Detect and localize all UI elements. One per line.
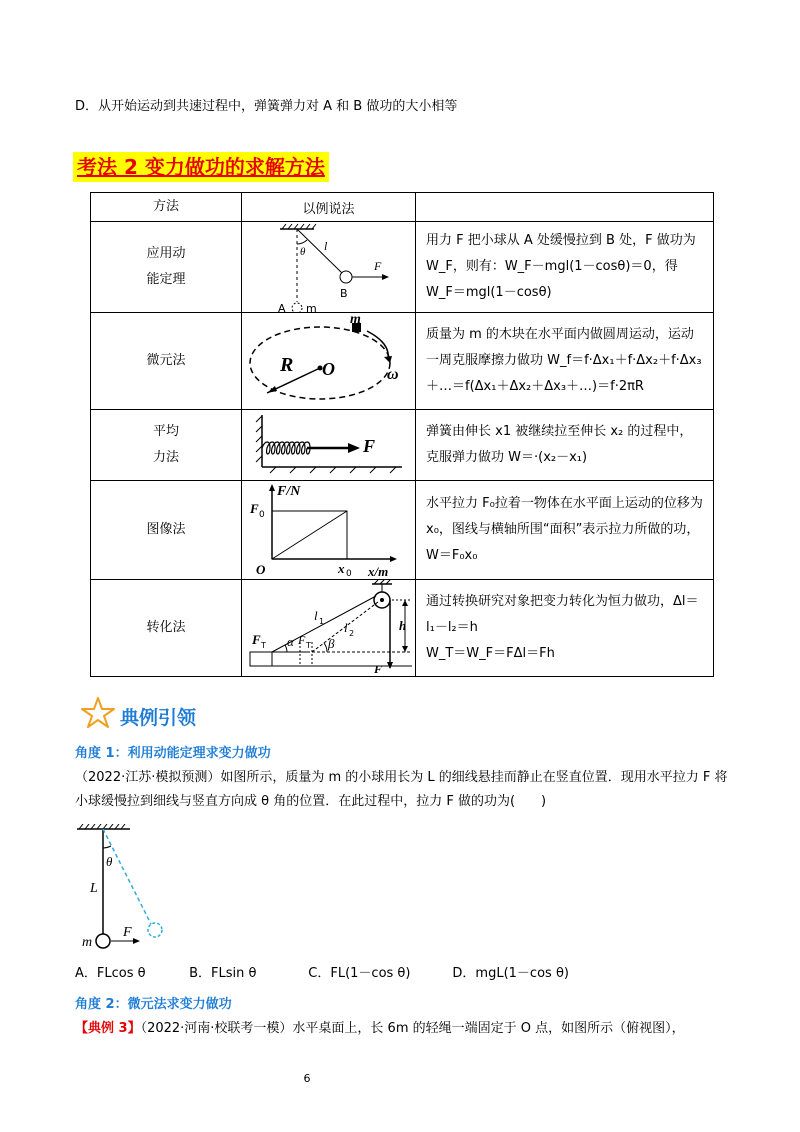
label-FT2: F	[298, 633, 306, 647]
label-alpha: α	[287, 634, 294, 649]
header-method: 方法	[91, 193, 242, 222]
graph-diagram	[242, 481, 415, 579]
choice-a[interactable]: A．FLcos θ	[75, 966, 146, 981]
label-x0: x	[338, 561, 345, 576]
choice-d[interactable]: D．mgL(1－cos θ)	[452, 966, 569, 981]
table-row	[91, 313, 714, 410]
label-FT: F	[252, 632, 261, 647]
label-F0: F	[250, 501, 259, 516]
label-F: F	[363, 436, 376, 456]
label-h: h	[399, 618, 407, 633]
spring-diagram	[242, 410, 415, 480]
method-desc: 水平拉力 F₀拉着一物体在水平面上运动的位移为 x₀，图线与横轴所围“面积”表示拉力所做的功，W＝F₀x₀	[416, 481, 714, 580]
label-O: O	[322, 359, 335, 379]
label-omega: ω	[387, 366, 399, 383]
label-FT-sub: T	[261, 641, 266, 650]
problem-1-text: （2022·江苏·模拟预测）如图所示，质量为 m 的小球用长为 L 的细线悬挂而静止在竖直位置．现用水平拉力 F 将小球缓慢拉到细线与竖直方向成 θ 角的位置．在此过程中，拉力 F 做的功为( )	[75, 770, 728, 809]
method-name: 转化法	[91, 580, 242, 677]
pendulum-diagram	[242, 222, 415, 312]
methods-table	[90, 192, 714, 677]
method-desc: 弹簧由伸长 x1 被继续拉至伸长 x₂ 的过程中，克服弹力做功 W＝·(x₂－x₁)	[416, 410, 714, 481]
label-FT2-sub: T	[306, 641, 311, 650]
label-F0-sub: 0	[259, 510, 265, 520]
method-name: 平均 力法	[91, 410, 242, 481]
circle-diagram	[242, 313, 415, 409]
angle-1-heading: 角度 1：利用动能定理求变力做功	[75, 746, 271, 761]
label-R: R	[280, 354, 294, 376]
choice-b[interactable]: B．FLsin θ	[189, 966, 257, 981]
pendulum-figure-2	[75, 824, 185, 954]
answer-choices	[75, 962, 569, 981]
label-theta: θ	[300, 246, 306, 258]
label-A: A	[278, 302, 286, 312]
table-row	[91, 222, 714, 313]
label-m: m	[306, 302, 317, 312]
method-desc: 通过转换研究对象把变力转化为恒力做功，Δl＝l₁－l₂＝h W_T＝W_F＝FΔl＝Fh	[416, 580, 714, 677]
label-y-axis: F/N	[277, 484, 301, 499]
table-row	[91, 481, 714, 580]
method-desc: 质量为 m 的木块在水平面内做圆周运动，运动一周克服摩擦力做功 W_f＝f·Δx₁＋f·Δx₂＋f·Δx₃＋…＝f(Δx₁＋Δx₂＋Δx₃＋…)＝f·2πR	[416, 313, 714, 410]
method-name: 微元法	[91, 313, 242, 410]
example-cell	[242, 313, 416, 410]
header-desc	[416, 193, 714, 222]
label-l2-sub: 2	[349, 629, 355, 638]
angle-2-heading: 角度 2：微元法求变力做功	[75, 997, 232, 1012]
table-header-row	[91, 193, 714, 222]
label-F: F	[123, 925, 132, 940]
method-name: 应用动 能定理	[91, 222, 242, 313]
label-l1: l	[314, 608, 318, 623]
label-beta: β	[328, 636, 335, 651]
label-x-axis: x/m	[368, 564, 389, 579]
example-cell	[242, 481, 416, 580]
example-3	[75, 1017, 685, 1036]
section-title: 考法 2 变力做功的求解方法	[73, 152, 329, 182]
method-desc: 用力 F 把小球从 A 处缓慢拉到 B 处，F 做功为 W_F，则有：W_F－mgl(1－cosθ)＝0，得 W_F＝mgl(1－cosθ)	[416, 222, 714, 313]
choice-c[interactable]: C．FL(1－cos θ)	[308, 966, 411, 981]
label-L: L	[90, 881, 98, 896]
header-example: 以例说法	[242, 193, 416, 222]
example-cell	[242, 580, 416, 677]
method-name: 图像法	[91, 481, 242, 580]
pulley-diagram	[242, 580, 415, 676]
label-x0-sub: 0	[346, 569, 352, 579]
label-m: m	[82, 935, 93, 950]
example-3-text: （2022·河南·校联考一模）水平桌面上，长 6m 的轻绳一端固定于 O 点，如图所示（俯视图），	[140, 1021, 685, 1036]
label-m: m	[350, 313, 361, 327]
label-l2: l	[344, 620, 348, 635]
star-icon	[80, 696, 116, 730]
example-cell	[242, 410, 416, 481]
label-B: B	[340, 287, 348, 300]
label-F: F	[374, 259, 382, 273]
label-origin: O	[256, 562, 266, 577]
example-3-tag: 【典例 3】	[75, 1021, 141, 1036]
label-l1-sub: 1	[319, 617, 325, 626]
label-theta: θ	[106, 854, 113, 869]
option-d: D．从开始运动到共速过程中，弹簧弹力对 A 和 B 做功的大小相等	[75, 99, 458, 114]
label-F: F	[374, 662, 383, 676]
example-cell	[242, 222, 416, 313]
example-header: 典例引领	[120, 707, 197, 729]
page-number: 6	[303, 1072, 311, 1085]
table-row	[91, 410, 714, 481]
table-row	[91, 580, 714, 677]
label-l: l	[324, 239, 328, 253]
